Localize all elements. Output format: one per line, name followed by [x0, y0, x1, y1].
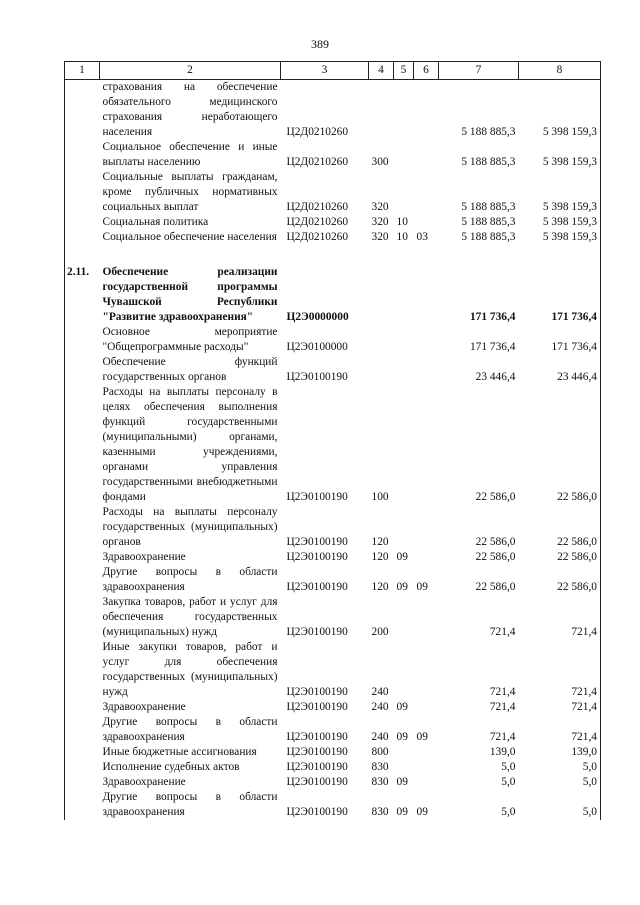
subsection-code [414, 595, 439, 640]
subsection-code [414, 745, 439, 760]
section-code [394, 745, 414, 760]
subsection-code [414, 325, 439, 355]
expense-type-code: 240 [371, 731, 389, 743]
row-name: Закупка товаров, работ и услуг для обеспечения государственных (муниципальных) нужд [102, 596, 278, 638]
subsection-code [414, 215, 439, 230]
amount-year-1: 171 736,4 [469, 341, 516, 353]
row-number [65, 325, 100, 355]
amount-year-2: 5,0 [519, 775, 601, 790]
section-code: 09 [396, 551, 408, 563]
row-name: Основное мероприятие "Общепрограммные расходы" [102, 326, 278, 353]
row-number [65, 170, 100, 215]
section-code: 09 [396, 581, 408, 593]
row-number [65, 595, 100, 640]
table-row [65, 80, 601, 141]
amount-year-2: 721,4 [519, 715, 601, 745]
target-article-code: Ц2Э0100190 [286, 746, 348, 758]
row-name: Другие вопросы в области здравоохранения [102, 566, 278, 593]
amount-year-1: 5,0 [501, 761, 516, 773]
section-code [394, 760, 414, 775]
amount-year-2: 5 398 159,3 [519, 170, 601, 215]
section-code [394, 170, 414, 215]
row-number [65, 80, 100, 141]
target-article-code: Ц2Э0100190 [286, 626, 348, 638]
subsection-code [414, 170, 439, 215]
amount-year-2: 171 736,4 [519, 325, 601, 355]
row-number [65, 215, 100, 230]
expense-type-code [369, 325, 394, 355]
target-article-code: Ц2Э0100000 [286, 341, 348, 353]
budget-table [64, 61, 601, 820]
table-body [65, 80, 601, 821]
section-code: 09 [396, 701, 408, 713]
row-number [65, 385, 100, 505]
amount-year-1: 721,4 [489, 626, 516, 638]
table-row [65, 265, 601, 325]
subsection-code [414, 355, 439, 385]
row-name: страхования на обеспечение обязательного медицинского страхования неработающего населения [102, 81, 278, 138]
subsection-code [414, 550, 439, 565]
subsection-code [414, 140, 439, 170]
expense-type-code: 800 [371, 746, 389, 758]
section-code: 09 [396, 806, 408, 818]
expense-type-code: 300 [371, 156, 389, 168]
row-name: Социальная политика [102, 216, 209, 228]
subsection-code [414, 700, 439, 715]
subsection-code [414, 775, 439, 790]
amount-year-1: 22 586,0 [475, 491, 516, 503]
col-header-6: 6 [414, 62, 439, 80]
row-number [65, 775, 100, 790]
amount-year-1: 139,0 [489, 746, 516, 758]
section-code [394, 265, 414, 325]
amount-year-2: 721,4 [519, 595, 601, 640]
section-code [394, 325, 414, 355]
row-name: Социальное обеспечение и иные выплаты населению [102, 141, 278, 168]
table-header-row [65, 62, 601, 80]
target-article-code: Ц2Э0100190 [286, 731, 348, 743]
amount-year-1: 22 586,0 [475, 536, 516, 548]
col-header-2: 2 [100, 62, 281, 80]
amount-year-2: 171 736,4 [519, 265, 601, 325]
row-number [65, 505, 100, 550]
expense-type-code [369, 355, 394, 385]
subsection-code [414, 265, 439, 325]
amount-year-1: 5 188 885,3 [461, 126, 516, 138]
amount-year-1: 171 736,4 [469, 311, 516, 323]
table-row [65, 715, 601, 745]
row-name: Расходы на выплаты персоналу в целях обеспечения выполнения функций государственными (муниципальными) органами, казенными учреждениями, органами управления государственными внебюджетными фондами [102, 386, 278, 503]
table-row [65, 775, 601, 790]
table-row [65, 790, 601, 820]
target-article-code: Ц2Д0210260 [286, 231, 349, 243]
subsection-code [414, 760, 439, 775]
section-code [394, 505, 414, 550]
amount-year-1: 5 188 885,3 [461, 231, 516, 243]
table-row [65, 505, 601, 550]
amount-year-2: 5,0 [519, 790, 601, 820]
expense-type-code: 100 [371, 491, 389, 503]
col-header-8: 8 [519, 62, 601, 80]
subsection-code [414, 80, 439, 141]
table-row [65, 550, 601, 565]
target-article-code: Ц2Д0210260 [286, 156, 349, 168]
subsection-code: 09 [416, 581, 428, 593]
amount-year-1: 721,4 [489, 731, 516, 743]
amount-year-2: 22 586,0 [519, 385, 601, 505]
row-number [65, 745, 100, 760]
amount-year-1: 5 188 885,3 [461, 201, 516, 213]
expense-type-code: 120 [371, 536, 389, 548]
row-name: Обеспечение функций государственных органов [102, 356, 278, 383]
col-header-7: 7 [439, 62, 519, 80]
row-number [65, 640, 100, 700]
target-article-code: Ц2Э0100190 [286, 581, 348, 593]
subsection-code [414, 640, 439, 700]
row-number [65, 715, 100, 745]
target-article-code: Ц2Д0210260 [286, 216, 349, 228]
expense-type-code: 240 [371, 701, 389, 713]
row-number [65, 700, 100, 715]
subsection-code [414, 385, 439, 505]
target-article-code: Ц2Э0100190 [286, 776, 348, 788]
col-header-3: 3 [281, 62, 369, 80]
amount-year-2: 5,0 [519, 760, 601, 775]
amount-year-2: 22 586,0 [519, 565, 601, 595]
row-name: Иные закупки товаров, работ и услуг для обеспечения государственных (муниципальных) нужд [102, 641, 278, 698]
section-code: 09 [396, 731, 408, 743]
amount-year-2: 139,0 [519, 745, 601, 760]
table-row [65, 745, 601, 760]
amount-year-1: 5,0 [501, 806, 516, 818]
target-article-code: Ц2Э0100190 [286, 686, 348, 698]
row-name: Здравоохранение [102, 551, 186, 563]
amount-year-1: 22 586,0 [475, 551, 516, 563]
amount-year-2: 5 398 159,3 [519, 230, 601, 245]
target-article-code: Ц2Э0100190 [286, 761, 348, 773]
target-article-code: Ц2Э0100190 [286, 701, 348, 713]
row-number: 2.11. [65, 265, 100, 325]
target-article-code: Ц2Д0210260 [286, 126, 349, 138]
subsection-code [414, 505, 439, 550]
expense-type-code: 120 [371, 551, 389, 563]
section-code [394, 140, 414, 170]
amount-year-1: 5,0 [501, 776, 516, 788]
row-number [65, 565, 100, 595]
row-name: Другие вопросы в области здравоохранения [102, 791, 278, 818]
target-article-code: Ц2Э0100190 [286, 536, 348, 548]
col-header-5: 5 [394, 62, 414, 80]
target-article-code: Ц2Э0000000 [286, 311, 349, 323]
subsection-code: 09 [416, 806, 428, 818]
section-code [394, 595, 414, 640]
expense-type-code: 320 [371, 201, 389, 213]
table-row [65, 230, 601, 245]
spacer-row [65, 245, 601, 265]
row-name: Другие вопросы в области здравоохранения [102, 716, 278, 743]
expense-type-code: 200 [371, 626, 389, 638]
amount-year-1: 5 188 885,3 [461, 216, 516, 228]
table-row [65, 170, 601, 215]
expense-type-code: 240 [371, 686, 389, 698]
row-name: Здравоохранение [102, 701, 186, 713]
amount-year-2: 5 398 159,3 [519, 80, 601, 141]
section-code [394, 355, 414, 385]
section-code [394, 385, 414, 505]
row-number [65, 790, 100, 820]
amount-year-1: 23 446,4 [475, 371, 516, 383]
amount-year-2: 22 586,0 [519, 550, 601, 565]
expense-type-code: 120 [371, 581, 389, 593]
row-name: Исполнение судебных актов [102, 761, 240, 773]
amount-year-2: 22 586,0 [519, 505, 601, 550]
expense-type-code: 830 [371, 776, 389, 788]
table-row [65, 700, 601, 715]
subsection-code: 03 [416, 231, 428, 243]
section-code: 10 [396, 216, 408, 228]
amount-year-2: 23 446,4 [519, 355, 601, 385]
col-header-4: 4 [369, 62, 394, 80]
table-row [65, 640, 601, 700]
row-name: Иные бюджетные ассигнования [102, 746, 257, 758]
target-article-code: Ц2Э0100190 [286, 491, 348, 503]
expense-type-code: 830 [371, 806, 389, 818]
target-article-code: Ц2Э0100190 [286, 551, 348, 563]
row-number [65, 355, 100, 385]
expense-type-code: 320 [371, 216, 389, 228]
section-code [394, 80, 414, 141]
target-article-code: Ц2Д0210260 [286, 201, 349, 213]
table-row [65, 325, 601, 355]
expense-type-code: 320 [371, 231, 389, 243]
section-code: 09 [396, 776, 408, 788]
expense-type-code: 830 [371, 761, 389, 773]
row-name: Обеспечение реализации государственной программы Чувашской Республики "Развитие здравоохранения" [102, 266, 278, 323]
col-header-1: 1 [65, 62, 100, 80]
row-number [65, 550, 100, 565]
amount-year-1: 721,4 [489, 701, 516, 713]
table-row [65, 140, 601, 170]
row-number [65, 140, 100, 170]
table-row [65, 595, 601, 640]
target-article-code: Ц2Э0100190 [286, 806, 348, 818]
subsection-code: 09 [416, 731, 428, 743]
row-name: Расходы на выплаты персоналу государственных (муниципальных) органов [102, 506, 278, 548]
table-row [65, 385, 601, 505]
amount-year-2: 5 398 159,3 [519, 140, 601, 170]
amount-year-1: 22 586,0 [475, 581, 516, 593]
amount-year-2: 721,4 [519, 700, 601, 715]
table-row [65, 215, 601, 230]
row-name: Социальные выплаты гражданам, кроме публичных нормативных социальных выплат [102, 171, 278, 213]
expense-type-code [369, 80, 394, 141]
amount-year-2: 5 398 159,3 [519, 215, 601, 230]
row-number [65, 760, 100, 775]
row-name: Здравоохранение [102, 776, 186, 788]
table-row [65, 565, 601, 595]
target-article-code: Ц2Э0100190 [286, 371, 348, 383]
expense-type-code [369, 265, 394, 325]
page-number: 389 [311, 37, 329, 51]
section-code: 10 [396, 231, 408, 243]
amount-year-1: 721,4 [489, 686, 516, 698]
table-row [65, 760, 601, 775]
row-name: Социальное обеспечение населения [102, 231, 277, 243]
section-code [394, 640, 414, 700]
amount-year-2: 721,4 [519, 640, 601, 700]
table-row [65, 355, 601, 385]
amount-year-1: 5 188 885,3 [461, 156, 516, 168]
row-number [65, 230, 100, 245]
